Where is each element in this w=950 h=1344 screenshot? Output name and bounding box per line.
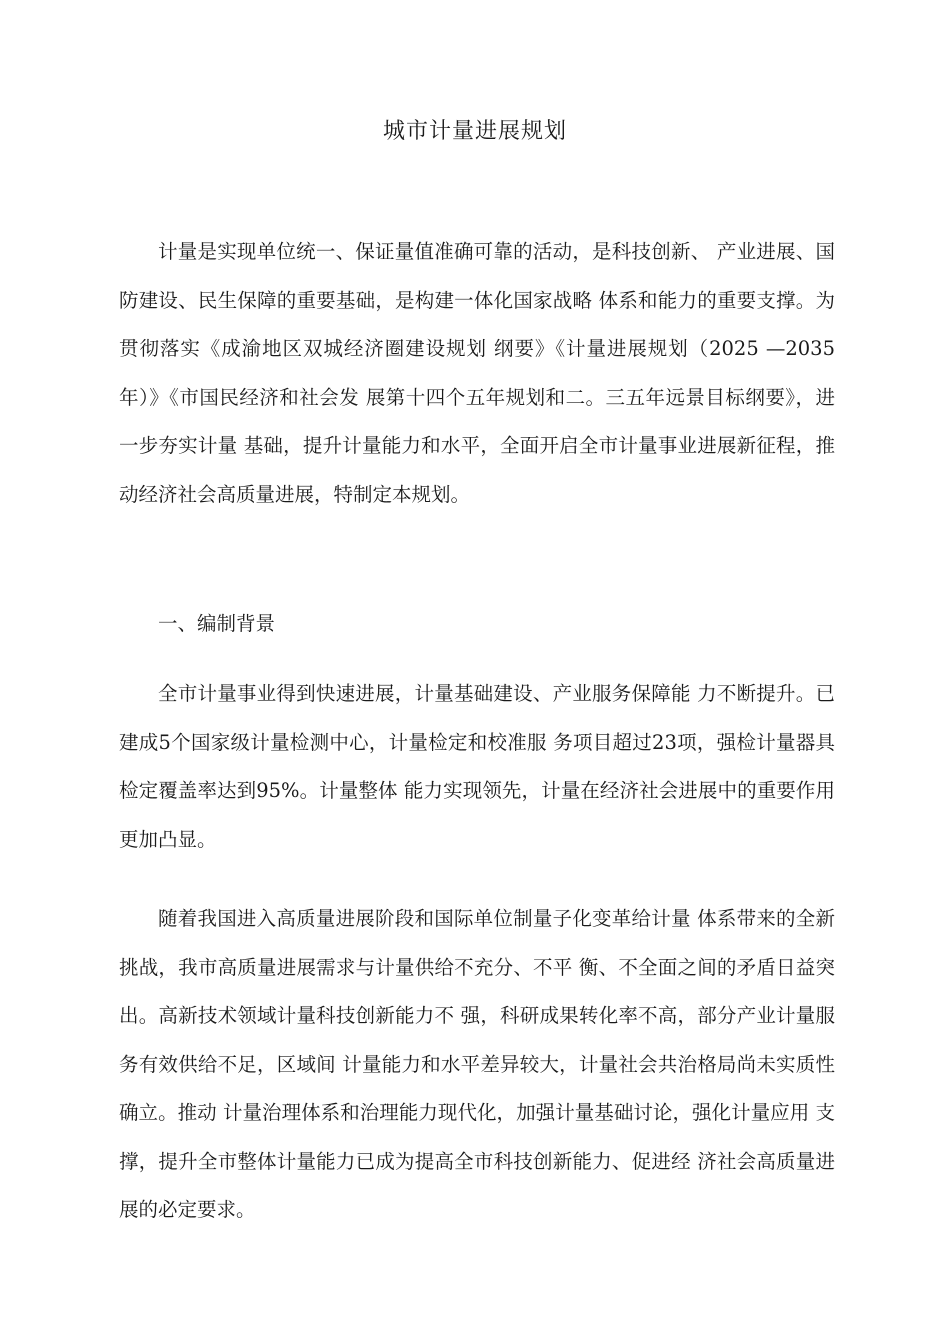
document-title: 城市计量进展规划 (382, 119, 567, 144)
section-heading-background: 一、编制背景 (158, 612, 276, 635)
intro-paragraph: 计量是实现单位统一、保证量值准确可靠的活动，是科技创新、 产业进展、国防建设、民生保障的重要基础，是构建一体化国家战略 体系和能力的重要支撑。为贯彻落实《成渝地区双城经济圈建设规划 纲要》《计量进展规划（2025 —2035年）》《市国民经济和社会发 展第十四个五年规划和二。三五年远景目标纲要》，进一步夯实计量 基础，提升计量能力和水平，全面开启全市计量事业进展新征程，推 动经济社会高质量进展，特制定本规划。 (119, 240, 835, 506)
background-paragraph-1: 全市计量事业得到快速进展，计量基础建设、产业服务保障能 力不断提升。已建成5个国家级计量检测中心，计量检定和校准服 务项目超过23项，强检计量器具检定覆盖率达到95%。计量整体 能力实现领先，计量在经济社会进展中的重要作用更加凸显。 (119, 682, 835, 851)
background-paragraph-2: 随着我国进入高质量进展阶段和国际单位制量子化变革给计量 体系带来的全新挑战，我市高质量进展需求与计量供给不充分、不平 衡、不全面之间的矛盾日益突出。高新技术领域计量科技创新能力不 强，科研成果转化率不高，部分产业计量服务有效供给不足，区域间 计量能力和水平差异较大，计量社会共治格局尚未实质性确立。推动 计量治理体系和治理能力现代化，加强计量基础讨论，强化计量应用 支撑，提升全市整体计量能力已成为提高全市科技创新能力、促进经 济社会高质量进展的必定要求。 (119, 907, 835, 1221)
